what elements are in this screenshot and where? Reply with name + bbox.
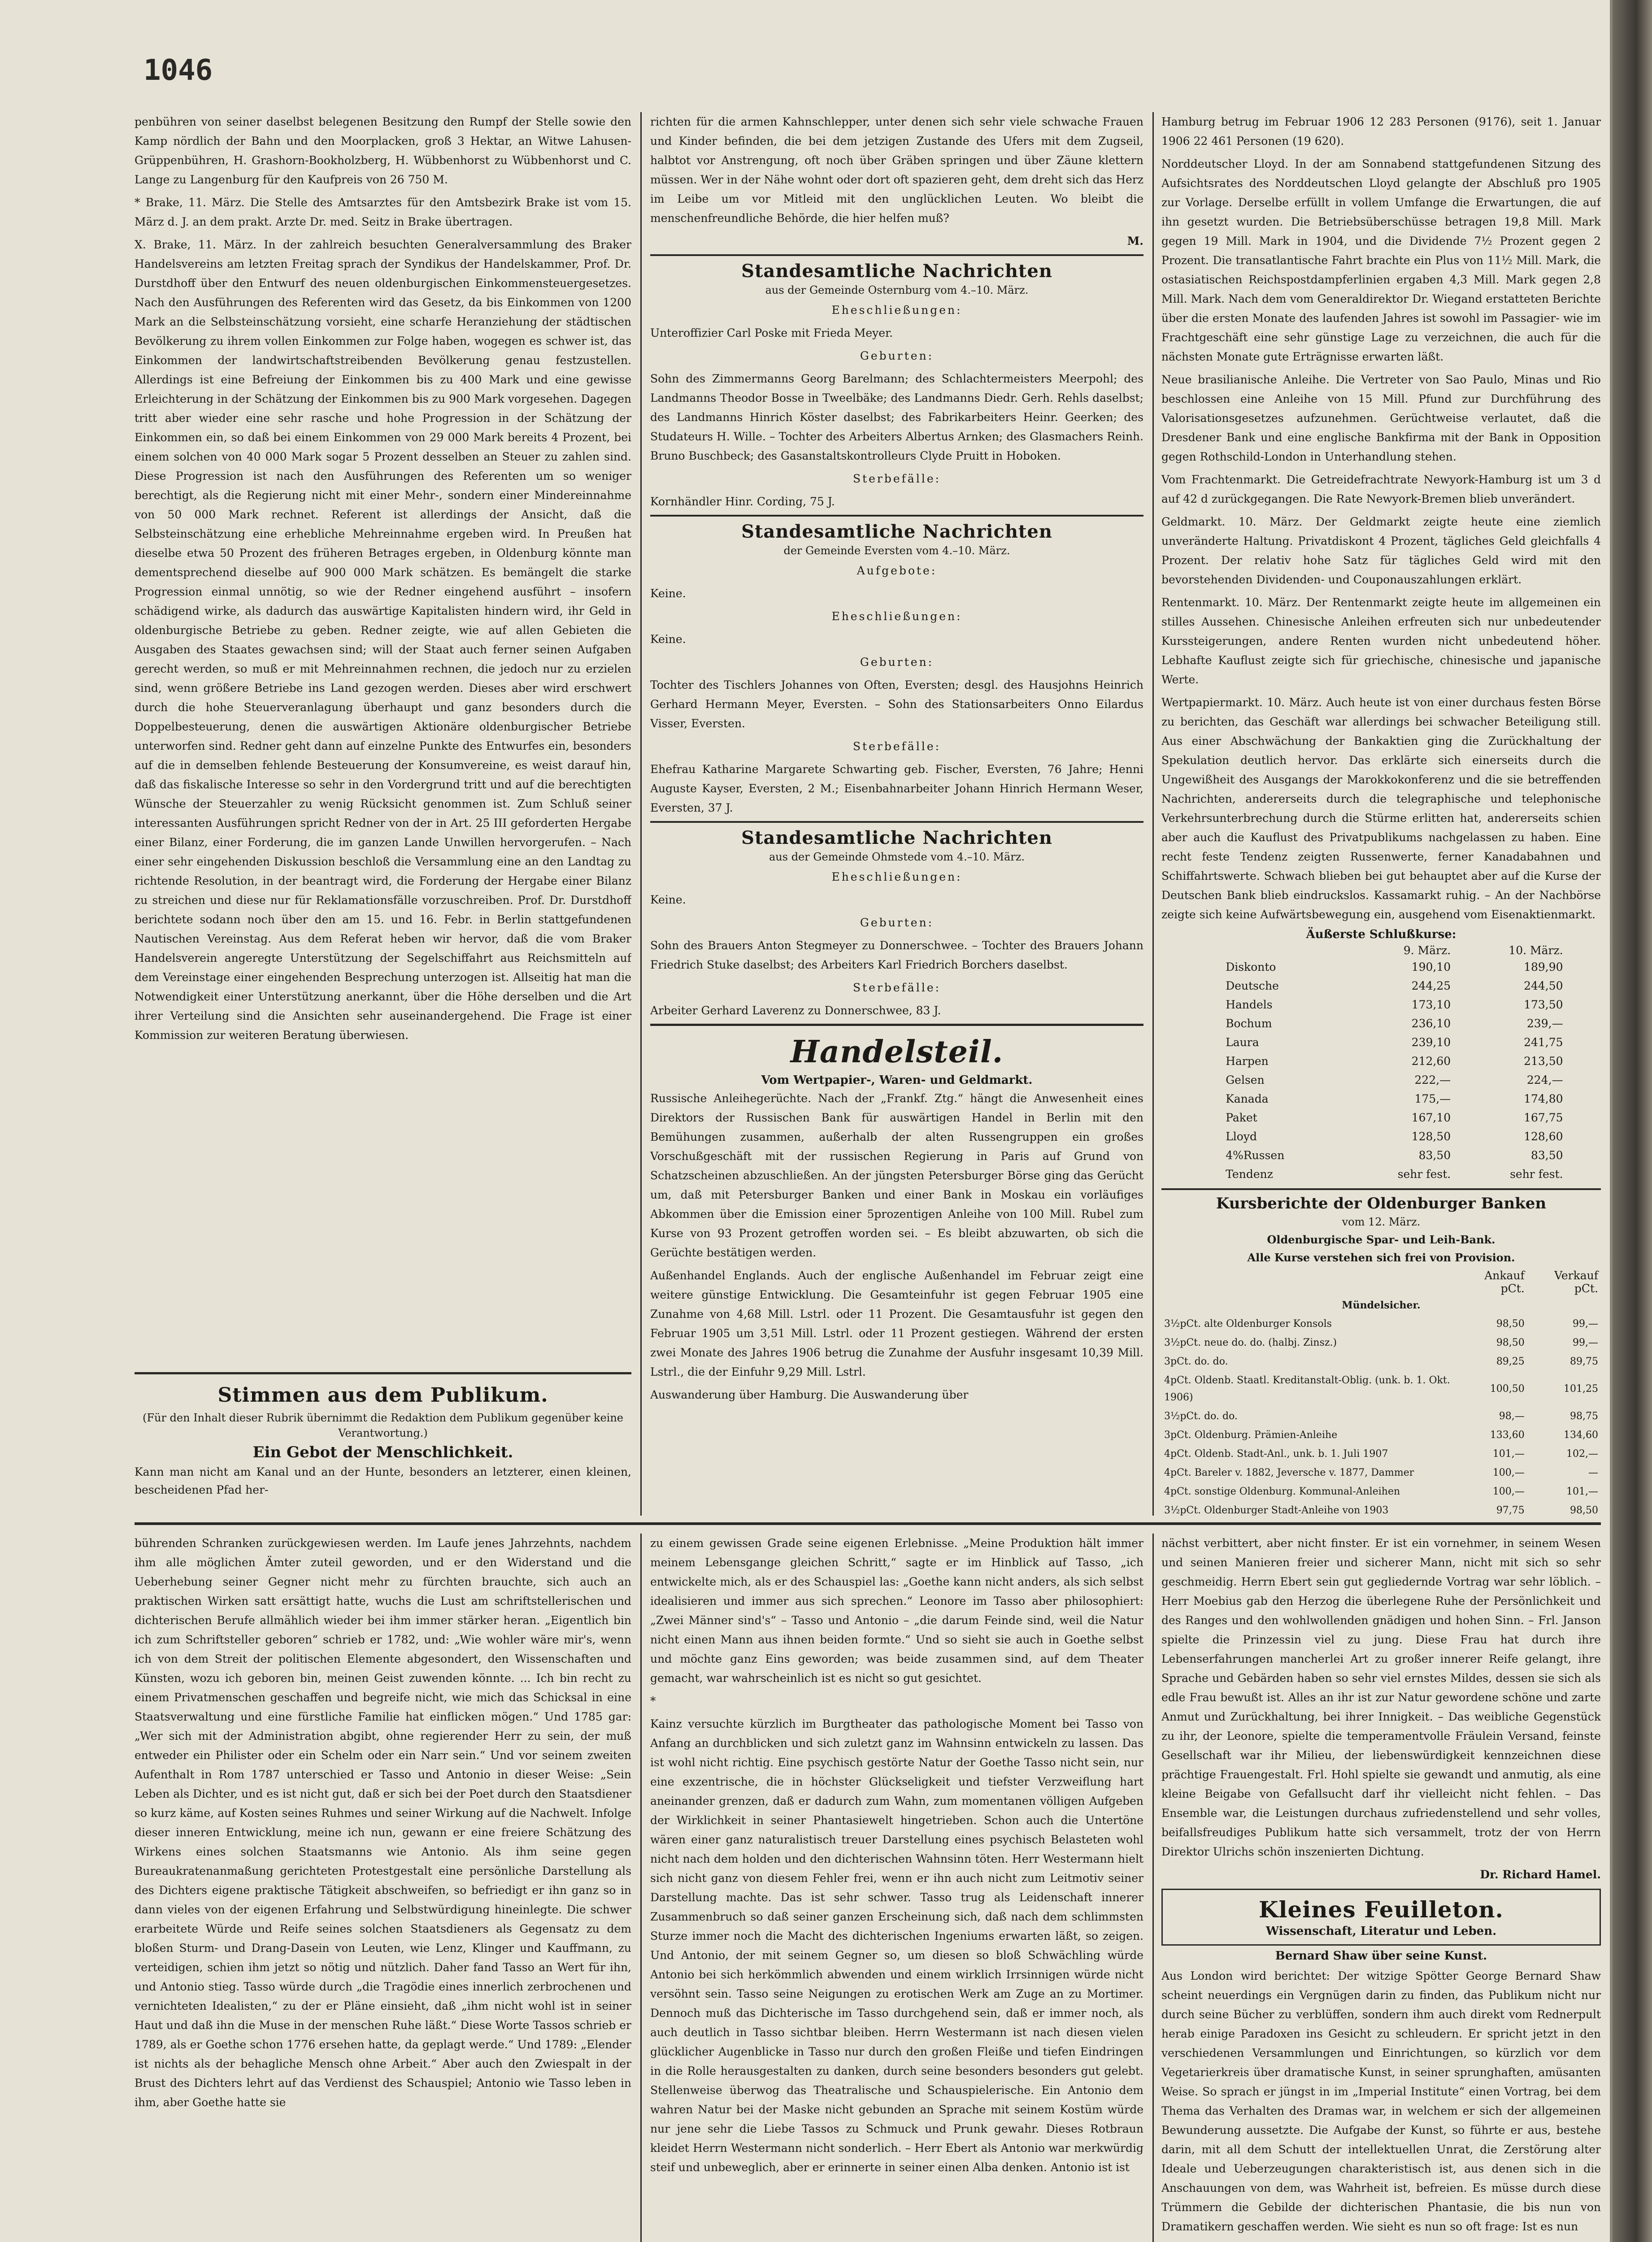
ob-bank-name: Oldenburgische Spar- und Leih-Bank. xyxy=(1267,1233,1495,1246)
table-cell-value: 224,— xyxy=(1526,1073,1563,1086)
stimmen-rule xyxy=(135,1372,631,1374)
table-cell-value: 241,75 xyxy=(1524,1036,1563,1049)
ob-row xyxy=(1161,1407,1601,1426)
book-spine xyxy=(1613,0,1652,2242)
schlusskurse-row xyxy=(1223,958,1565,977)
st2-deaths: Ehefrau Katharine Margarete Schwarting geb. Fischer, Eversten, 76 Jahre; Henni Auguste Kayser, Eversten, 2 M.; Eisenbahnarbeiter Johann Hinrich Hermann Weser, Eversten, 37 J. xyxy=(650,763,1143,814)
market-paragraph: Geldmarkt. 10. März. Der Geldmarkt zeigte heute eine ziemlich unveränderte Haltung. Privatdiskont 4 Prozent, tägliches Geld gleichfalls 4 Prozent. Der relativ hohe Satz für tägliches Geld wird mit den bevorstehenden Dividenden- und Couponauszahlungen erklärt. xyxy=(1161,515,1601,586)
ob-row xyxy=(1161,1464,1601,1482)
table-cell-label: Kanada xyxy=(1226,1092,1269,1105)
table-cell-label: 3pCt. do. do. xyxy=(1164,1356,1228,1367)
st2-births: Tochter des Tischlers Johannes von Often, Eversten; desgl. des Hausjohns Heinrich Gerhard Hermann Meyer, Eversten. – Sohn des Stationsarbeiters Onno Eilardus Visser, Eversten. xyxy=(650,678,1143,730)
st2-rule xyxy=(650,515,1143,517)
table-cell-value: 99,— xyxy=(1573,1318,1598,1330)
column-3-top xyxy=(1161,112,1601,1516)
schlusskurse-row xyxy=(1223,1033,1565,1052)
gebot-text: Kann man nicht am Kanal und an der Hunte, besonders an letzterer, einen kleinen, bescheidenen Pfad her- xyxy=(135,1465,631,1496)
stimmen-title: Stimmen aus dem Publikum. xyxy=(217,1384,548,1407)
table-cell-value: 100,50 xyxy=(1490,1383,1525,1395)
table-cell-value: 212,60 xyxy=(1411,1055,1451,1068)
page-number: 1046 xyxy=(143,54,213,87)
column-divider-2 xyxy=(1152,112,1154,1516)
stimmen-note: (Für den Inhalt dieser Rubrik übernimmt die Redaktion dem Publikum gegenüber keine Verantwortung.) xyxy=(142,1412,624,1439)
market-paragraph: Vom Frachtenmarkt. Die Getreidefrachtrate Newyork-Hamburg ist um 3 d auf 42 d zurückgegangen. Die Rate Newyork-Bremen blieb unverändert. xyxy=(1161,473,1601,505)
bottom-divider-2 xyxy=(1152,1534,1154,2242)
ob-row xyxy=(1161,1445,1601,1464)
ob-row xyxy=(1161,1426,1601,1445)
ob-row xyxy=(1161,1482,1601,1501)
table-cell-value: 128,50 xyxy=(1411,1130,1451,1143)
table-cell-value: 174,80 xyxy=(1524,1092,1563,1105)
article-paragraph: penbühren von seiner daselbst belegenen Besitzung den Rumpf der Stelle sowie den Kamp nördlich der Bahn und den Moorplacken, groß 3 Hektar, an Witwe Lahusen-Grüppenbühren, H. Grashorn-Bookholzberg, H. Wübbenhorst zu Wübbenhorst und C. Lange zu Langenburg für den Kaufpreis von 26 750 M. xyxy=(135,115,631,186)
table-cell-label: Tendenz xyxy=(1226,1168,1273,1181)
schlusskurse-table xyxy=(1223,943,1565,1184)
column-2-bottom xyxy=(650,1534,1143,2242)
table-cell-value: 101,— xyxy=(1566,1486,1598,1497)
article-paragraph: X. Brake, 11. März. In der zahlreich besuchten Generalversammlung des Braker Handelsvereins am letzten Freitag sprach der Syndikus der Handelskammer, Prof. Dr. Durstdhoff über den Entwurf des neuen oldenburgischen Einkommensteuergesetzes. Nach den Ausführungen des Referenten wird das Gesetz, da bis Einkommen von 1200 Mark an die Selbsteinschätzung vorsieht, eine scharfe Heranziehung der städtischen Bevölkerung zu ihrem vollen Einkommen zur Folge haben, wogegen es schwer ist, das Einkommen der landwirtschaftstreibenden Bevölkerung genau festzustellen. Allerdings ist eine Befreiung der Einkommen bis zu 400 Mark und eine gewisse Erleichterung in der Schätzung der Einkommen bis zu 900 Mark vorgesehen. Dagegen tritt aber wieder eine sehr rasche und hohe Progression in der Schätzung der Einkommen ein, so daß bei einem Einkommen von 29 000 Mark bereits 4 Prozent, bei einem solchen von 40 000 Mark sogar 5 Prozent desselben an Steuer zu zahlen sind. Diese Progression ist nach den Ausführungen des Referenten um so weniger berechtigt, als die Regierung nicht mit einer Mehr-, sondern einer Mindereinnahme von 50 000 Mark rechnet. Referent ist allerdings der Ansicht, daß die Selbsteinschätzung eine erhebliche Mehreinnahme ergeben wird. In Preußen hat dieselbe etwa 50 Prozent des früheren Betrages ergeben, in Oldenburg könnte man dementsprechend dieselbe auf 900 000 Mark schätzen. Es bemängelt die starke Progression einmal unnötig, so wie der Redner eingehend ausführt – insofern schädigend wirke, als dadurch das auswärtige Kapitalisten hindern wird, ihr Geld in oldenburgische Betriebe zu geben. Redner zeigte, wie auf allen Gebieten die Ausgaben des Staates gewachsen sind; will der Staat auch ferner seinen Aufgaben gerecht werden, so muß er mit Mehreinnahmen rechnen, die jedoch nur zu erzielen sind, wenn größere Betriebe ins Land gezogen werden. Dieses aber wird erschwert durch die hohe Steuerveranlagung überhaupt und ganz besonders durch die Doppelbesteuerung, denen die auswärtigen Aktionäre oldenburgischer Betriebe unterworfen sind. Redner geht dann auf einzelne Punkte des Entwurfes ein, besonders auf die in demselben fehlende Besteuerung der Konsumvereine, es weist darauf hin, daß das fiskalische Interesse so sehr in den Vordergrund tritt und auf die berechtigten Wünsche der Steuerzahler zu wenig Rücksicht genommen ist. Zum Schluß seiner interessanten Ausführungen spricht Redner von der in Art. 25 III geforderten Hergabe einer Bilanz, einer Forderung, die im ganzen Lande Unwillen hervorgerufen. – Nach einer sehr eingehenden Diskussion beschloß die Versammlung eine an den Landtag zu richtende Resolution, in der beantragt wird, die Forderung der Hergabe einer Bilanz zu streichen und diese nur für Reklamationsfälle vorzuschreiben. Prof. Dr. Durstdhoff berichtete sodann noch über den am 15. und 16. Febr. in Berlin stattgefundenen Nautischen Vereinstag. Aus dem Referat heben wir hervor, daß die vom Braker Handelsverein angeregte Unterstützung der Segelschiffahrt aus Reichsmitteln auf dem Vereinstage einer eingehenden Besprechung unterzogen ist. Allseitig hat man die Notwendigkeit einer Unterstützung anerkannt, über die Höhe derselben und die Art ihrer Verteilung sind die Ansichten sehr auseinandergehend. Die Frage ist einer Kommission zur weiteren Beratung überwiesen. xyxy=(135,238,631,1042)
ob-title: Kursberichte der Oldenburger Banken xyxy=(1216,1195,1547,1212)
schlusskurse-title: Äußerste Schlußkurse: xyxy=(1306,928,1456,941)
handel-rule xyxy=(650,1024,1143,1026)
table-cell-value: — xyxy=(1588,1467,1598,1478)
schlusskurse-row xyxy=(1223,1052,1565,1071)
st3-rule xyxy=(650,821,1143,823)
table-cell-value: 239,10 xyxy=(1411,1036,1451,1049)
schlusskurse-row xyxy=(1223,1071,1565,1090)
gebot-continuation: richten für die armen Kahnschlepper, unter denen sich sehr viele schwache Frauen und Kinder befinden, die bei dem jetzigen Zustande des Ufers mit dem Zugseil, halbtot vor Anstrengung, oft noch über Gräben springen und über Zäune klettern müssen. Wer in der Nähe wohnt oder dort oft spazieren geht, dem dreht sich das Herz im Leibe um vor Mitleid mit den unglücklichen Leuten. Wo bleibt die menschenfreundliche Behörde, die hier helfen muß? xyxy=(650,115,1143,225)
table-cell-label: 4pCt. Oldenb. Stadt-Anl., unk. b. 1. Juli 1907 xyxy=(1164,1448,1388,1460)
column-2-top xyxy=(650,112,1143,1516)
ob-section-label: Mündelsicher. xyxy=(1342,1299,1421,1311)
table-cell-value: 89,25 xyxy=(1496,1356,1525,1367)
table-cell-label: 4%Russen xyxy=(1226,1149,1285,1162)
standesamt-ohmstede xyxy=(650,827,1143,1020)
schlusskurse-label-head xyxy=(1223,943,1343,958)
review-paragraph: bührenden Schranken zurückgewiesen werden. Im Laufe jenes Jahrzehnts, nachdem ihm alle möglichen Ämter zuteil geworden, und er den Widerstand und die Ueberhebung seiner Gegner nicht mehr zu fürchten brauchte, sich auch an praktischen Wirken satt ersättigt hatte, wuchs die Lust am schriftstellerischen und dichterischen Berufe allmählich wieder bei ihm immer stärker heran. „Eigentlich bin ich zum Schriftsteller geboren“ schrieb er 1782, und: „Wie wohler wäre mir's, wenn ich von dem Streit der politischen Elemente abgesondert, den Wissenschaften und Künsten, wozu ich geboren bin, meinen Geist zuwenden könnte. ... Ich bin recht zu einem Privatmenschen geschaffen und begreife nicht, wie mich das Schicksal in eine Staatsverwaltung und eine fürstliche Familie hat einflicken mögen.“ Und 1785 gar: „Wer sich mit der Administration abgibt, ohne regierender Herr zu sein, der muß entweder ein Philister oder ein Schelm oder ein Narr sein.“ Und vor seinem zweiten Aufenthalt in Rom 1787 unterschied er Tasso und Antonio in dieser Weise: „Sein Leben als Dichter, und es ist nicht gut, daß er sich bei der Poet durch den Staatsdiener so kurz käme, auf Kosten seines Ruhmes und seiner Wirkung auf die Nachwelt. Infolge dieser inneren Entwicklung, meine ich nun, gewann er eine freiere Schätzung des Wirkens eines solchen Staatsmanns wie Antonio. Als ihm seine gegen Bureaukratenanmaßung gerichteten Protestgestalt eine persönliche Darstellung als des Dichters eigene praktische Tätigkeit abschweifen, so befriedigt er ihn ganz so in dann vieles von der eigenen Erfahrung und Selbstwürdigung hineinlegte. Die schwer erarbeitete Würde und Reife seines solchen Staatsdieners als Gegensatz zu dem bloßen Sturm- und Drang-Dasein von Leuten, wie Lenz, Klinger und Kauffmann, zu verteidigen, schien ihm jetzt so nötig und nützlich. Daher fand Tasso an Wert für ihn, und Antonio stieg. Tasso würde durch „die Tragödie eines innerlich zerbrochenen und vernichteten Idealisten,“ zu der er Pläne einsieht, daß „ihm nicht wohl ist in seiner Haut und daß ihn die Muse in der menschen Ruhe läßt.“ Diese Worte Tassos schrieb er 1789, als er Goethe schon 1776 ersehen hatte, da geplagt werde.“ Und 1789: „Elender ist nichts als der behagliche Mensch ohne Arbeit.“ Aber auch den Zwiespalt in der Brust des Dichters lehrt auf das Verdienst des Schauspiel; Antonio wie Tasso leben in ihm, aber Goethe hatte sie xyxy=(135,1537,631,2109)
table-cell-value: 83,50 xyxy=(1418,1149,1451,1162)
table-cell-value: 98,— xyxy=(1499,1411,1525,1422)
handel-paragraph: Russische Anleihegerüchte. Nach der „Frankf. Ztg.“ hängt die Anwesenheit eines Direktors der Russischen Bank für auswärtigen Handel in Berlin mit den Bemühungen zusammen, außerhalb der alten Russengruppen ein großes Vorschußgeschäft mit der russischen Regierung in Paris auf Grund von Schatzscheinen abzuschließen. An der jüngsten Petersburger Börse ging das Gerücht um, daß mit Petersburger Banken und einer Bank in Moskau ein vorläufiges Abkommen über die Emission einer 5prozentigen Anleihe von 100 Mill. Rubel zum Kurse von 93 Prozent getroffen worden sei. – Es bleibt abzuwarten, ob sich die Gerüchte bestätigen werden. xyxy=(650,1092,1143,1259)
st2-banns: Keine. xyxy=(650,587,686,600)
bottom-separator xyxy=(135,1522,1601,1525)
ob-sell-head: Verkauf pCt. xyxy=(1554,1269,1598,1295)
market-paragraph: Neue brasilianische Anleihe. Die Vertreter von Sao Paulo, Minas und Rio beschlossen eine Anleihe von 15 Mill. Pfund zur Durchführung des Valorisationsgesetzes aufzunehmen. Gerüchtweise verlautet, daß die Dresdener Bank und eine englische Bankfirma mit der Bank in Opposition gegen Rothschild-London in Unterhandlung stehen. xyxy=(1161,373,1601,463)
table-cell-value: 98,50 xyxy=(1570,1505,1598,1516)
st2-title: Standesamtliche Nachrichten xyxy=(741,521,1052,542)
table-cell-value: 97,75 xyxy=(1496,1505,1525,1516)
gebot-title: Ein Gebot der Menschlichkeit. xyxy=(252,1443,513,1461)
st2-heading-deaths: Sterbefälle: xyxy=(852,740,941,753)
schlusskurse-row xyxy=(1223,1165,1565,1184)
table-cell-value: 167,10 xyxy=(1411,1111,1451,1124)
table-cell-label: Gelsen xyxy=(1226,1073,1265,1086)
ob-label-head xyxy=(1161,1268,1457,1296)
table-cell-label: 3½pCt. neue do. do. (halbj. Zinsz.) xyxy=(1164,1337,1337,1348)
ob-row xyxy=(1161,1334,1601,1352)
bottom-column-1-paragraphs xyxy=(135,1534,631,2112)
market-paragraph: Norddeutscher Lloyd. In der am Sonnabend stattgefundenen Sitzung des Aufsichtsrates des Norddeutschen Lloyd gelangte der Abschluß pro 1905 zur Vorlage. Derselbe erfüllt in vollem Umfange die Erwartungen, die auf ihn gesetzt wurden. Die Betriebsüberschüsse betragen 19,8 Mill. Mark gegen 19 Mill. Mark in 1904, und die Dividende 7½ Prozent gegen 2 Prozent. Die transatlantische Fahrt brachte ein Plus von 11½ Mill. Mark, die ostasiatischen Reichspostdampferlinien ergaben 4,3 Mill. Mark gegen 2,8 Mill. Mark. Nach dem vom Generaldirektor Dr. Wiegand erstatteten Berichte über die ersten Monate des laufenden Jahres ist sowohl im Passagier- wie im Frachtgeschäft eine sehr günstige Lage zu verzeichnen, die auch für die nächsten Monate gute Erträgnisse erwarten läßt. xyxy=(1161,157,1601,363)
st2-marriages: Keine. xyxy=(650,633,686,646)
st2-subtitle: der Gemeinde Eversten vom 4.–10. März. xyxy=(783,544,1010,557)
table-cell-value: 173,50 xyxy=(1524,998,1563,1011)
review-paragraph: zu einem gewissen Grade seine eigenen Erlebnisse. „Meine Produktion hält immer meinem Lebensgange gleichen Schritt,“ sagte er im Hinblick auf Tasso, „ich entwickelte mich, als er des Schauspiel las: „Goethe kann nicht anders, als sich selbst idealisieren und immer aus sich sprechen.“ Leonore im Tasso aber philosophiert: „Zwei Männer sind's“ – Tasso und Antonio – „die darum Feinde sind, weil die Natur nicht einen Mann aus ihnen beiden formte.“ Und so sieht sie auch in Goethe selbst und möchte ganz Eins geworden; was beide zusammen sind, auf dem Theater gemacht, war wahrscheinlich ist es nicht so gut gesichtet. xyxy=(650,1537,1143,1685)
column-divider-1 xyxy=(640,112,642,1516)
table-cell-value: 134,60 xyxy=(1564,1429,1598,1441)
handel-paragraph: Außenhandel Englands. Auch der englische Außenhandel im Februar zeigt eine weitere günstige Entwicklung. Die Gesamteinfuhr ist gegen Februar 1905 eine Zunahme von 4,68 Mill. Lstrl. oder 11 Prozent. Die Gesamtausfuhr ist gegen den Februar 1905 um 3,51 Mill. Lstrl. oder 11 Prozent gestiegen. Während der ersten zwei Monate des Jahres 1906 betrug die Zunahme der Ausfuhr insgesamt 10,39 Mill. Lstrl., die der Einfuhr 9,29 Mill. Lstrl. xyxy=(650,1269,1143,1378)
table-cell-value: 128,60 xyxy=(1524,1130,1563,1143)
st2-heading-banns: Aufgebote: xyxy=(856,564,937,577)
bottom-column-3-paragraphs xyxy=(1161,1534,1601,1861)
table-cell-value: 99,— xyxy=(1573,1337,1598,1348)
st1-deaths: Kornhändler Hinr. Cording, 75 J. xyxy=(650,495,835,508)
table-cell-label: Lloyd xyxy=(1226,1130,1257,1143)
feuilleton-heading: Bernard Shaw über seine Kunst. xyxy=(1275,1949,1487,1963)
ob-note: Alle Kurse verstehen sich frei von Provision. xyxy=(1247,1251,1515,1264)
table-cell-value: 83,50 xyxy=(1531,1149,1563,1162)
table-cell-value: 190,10 xyxy=(1411,960,1451,973)
schlusskurse-row xyxy=(1223,1108,1565,1127)
table-cell-value: 236,10 xyxy=(1411,1017,1451,1030)
schlusskurse-row xyxy=(1223,1127,1565,1146)
table-cell-label: Laura xyxy=(1226,1036,1259,1049)
column-1-paragraphs xyxy=(135,112,631,1045)
gebot-signature: M. xyxy=(1127,235,1143,248)
st1-heading-deaths: Sterbefälle: xyxy=(852,472,941,485)
ob-table xyxy=(1161,1268,1601,1516)
st3-heading-marriages: Eheschließungen: xyxy=(831,870,962,883)
st2-heading-births: Geburten: xyxy=(860,656,934,669)
schlusskurse-row xyxy=(1223,1146,1565,1165)
schlusskurse-row xyxy=(1223,1090,1565,1108)
feuilleton-subtitle: Wissenschaft, Literatur und Leben. xyxy=(1265,1925,1497,1938)
column-1-bottom xyxy=(135,1534,631,2242)
feuilleton-paragraphs xyxy=(1161,1966,1601,2236)
standesamt-eversten xyxy=(650,521,1143,817)
st1-heading-births: Geburten: xyxy=(860,349,934,362)
handel-paragraph: Auswanderung über Hamburg. Die Auswanderung über xyxy=(650,1388,969,1401)
table-cell-value: 98,75 xyxy=(1570,1411,1598,1422)
table-cell-value: 101,— xyxy=(1492,1448,1525,1460)
st3-title: Standesamtliche Nachrichten xyxy=(741,827,1052,848)
market-paragraph: Hamburg betrug im Februar 1906 12 283 Personen (9176), seit 1. Januar 1906 22 461 Personen (19 620). xyxy=(1161,115,1601,148)
review-paragraph: * xyxy=(650,1695,656,1708)
table-cell-value: 89,75 xyxy=(1570,1356,1598,1367)
table-cell-value: 175,— xyxy=(1414,1092,1451,1105)
st3-heading-deaths: Sterbefälle: xyxy=(852,981,941,994)
table-cell-label: 3pCt. Oldenburg. Prämien-Anleihe xyxy=(1164,1429,1338,1441)
st3-heading-births: Geburten: xyxy=(860,916,934,929)
review-paragraph: Kainz versuchte kürzlich im Burgtheater das pathologische Moment bei Tasso von Anfang an durchblicken und sich zuletzt ganz im Wahnsinn entwickeln zu lassen. Das ist wohl nicht richtig. Eine psychisch gestörte Natur der Goethe Tasso nicht sein, nur eine exzentrische, die in höchster Glückseligkeit und tiefster Verzweiflung hart aneinander grenzen, daß er dadurch zum Wahn, zum momentanen völligen Aufgeben der Wirklichkeit in seiner Phantasiewelt hingetrieben. Schon auch die Untertöne wären einer ganz naturalistisch treuer Darstellung eines psychisch Belasteten wohl nicht nach dem holden und den dichterischen Wahnsinn töten. Herr Westermann hielt sich nicht ganz von diesem Fehler frei, wenn er ihn auch nicht zum Leitmotiv seiner Darstellung machte. Das ist sehr schwer. Tasso trug als Leidenschaft innerer Zusammenbruch so daß seiner ganzen Erscheinung sich, daß nach dem schlimmsten Sturze immer noch die Macht des dichterischen Ingeniums erwarten läßt, so zeigen. Und Antonio, der mit seinem Gegner so, um diesen so bloß Schwächling würde Antonio bei sich herkömmlich abwenden und einem wirklich Irrsinnigen würde nicht versöhnt sein. Tasso seine Neigungen zu erotischen Werk am Zuge an zu Mortimer. Dennoch muß das Dichterische im Tasso durchgehend sein, daß er immer noch, als auch deutlich in Tasso sichtbar bleiben. Herrn Westermann ist nach diesen vielen glücklicher Augenblicke in Tasso nur durch den großen Fleiße und tiefen Eindringen in die Rolle herausgestalten zu danken, durch seine besonders besonders gut gelebt. Stellenweise überwog das Theatralische und Schauspielerische. Ein Antonio dem wahren Natur bei der Maske nicht gebunden an Sprache mit seinem Kostüm würde nur jene sehr die Liebe Tassos zu Schmuck und Prunk gewahr. Dieses Rotbraun kleidet Herrn Westermann nicht sonderlich. – Herr Ebert als Antonio war merkwürdig steif und unbeweglich, aber er erinnerte in seiner einen Alba denken. Antonio ist ist xyxy=(650,1717,1143,2174)
table-cell-label: 4pCt. Bareler v. 1882, Jeversche v. 1877, Dammer xyxy=(1164,1467,1414,1478)
table-cell-label: 3½pCt. Oldenburger Stadt-Anleihe von 1903 xyxy=(1164,1505,1389,1516)
feuilleton-paragraph: Aus London wird berichtet: Der witzige Spötter George Bernard Shaw scheint neuerdings ein Vergnügen darin zu finden, das Publikum nicht nur durch seine Bücher zu verblüffen, sondern ihm auch direkt vom Rednerpult herab einige Paradoxen ins Gesicht zu schleudern. Er spricht jetzt in den verschiedenen Versammlungen und Einrichtungen, so kürzlich vor dem Vegetarierkreis über dramatische Kunst, in seiner sprunghaften, amüsanten Weise. So sprach er jüngst in im „Imperial Institute“ einen Vortrag, bei dem Thema das Verhalten des Dramas war, in welchem er sich der allgemeinen Bewunderung aussetzte. Die Aufgabe der Kunst, so führte er aus, bestehe darin, mit all dem Schutt der intellektuellen Unrat, die Zerstörung alter Ideale und Ueberzeugungen charakteristisch ist, aus denen sich in die Anschauungen von dem, was Wahrheit ist, befreien. Es müsse durch diese Trümmern die Gebilde der dichterischen Phantasie, die bis nun von Dramatikern geschaffen werden. Wie sieht es nun so oft frage: Ist es nun xyxy=(1161,1969,1601,2233)
st1-heading-marriages: Eheschließungen: xyxy=(831,304,962,317)
market-paragraph: Rentenmarkt. 10. März. Der Rentenmarkt zeigte heute im allgemeinen ein stilles Aussehen. Chinesische Anleihen erfreuten sich nur unbedeutender Kurssteigerungen, andere Renten wurden nicht unbedeutend höher. Lebhafte Kauflust zeigte sich für griechische, chinesische und japanische Werte. xyxy=(1161,596,1601,686)
feuilleton-title: Kleines Feuilleton. xyxy=(1259,1896,1504,1923)
table-cell-value: 213,50 xyxy=(1524,1055,1563,1068)
table-cell-value: 133,60 xyxy=(1490,1429,1525,1441)
schlusskurse-row xyxy=(1223,1014,1565,1033)
market-paragraph: Wertpapiermarkt. 10. März. Auch heute ist von einer durchaus festen Börse zu berichten, das Geschäft war allerdings bei schwacher Beteiligung still. Aus einer Abschwächung der Bankaktien ging die Zurückhaltung der Spekulation deutlich hervor. Das erklärte sich einerseits durch die Ungewißheit des Ausgangs der Marokkokonferenz und die sie betreffenden Nachrichten, andererseits durch die telegraphische und telephonische Verkehrsunterbrechung durch die Stürme erlitten hat, andererseits schien aber auch die Kauflust des Privatpublikums nachgelassen zu haben. Eine recht feste Tendenz zeigten Russenwerte, ferner Kanadabahnen und Schiffahrtswerte. Schwach blieben bei gut behauptet aber auf die Kurse der Deutschen Bank blieb eindruckslos. Kassamarkt ruhig. – An der Nachbörse zeigte sich keine Aufwärtsbewegung ein, ausgehend vom Eisenaktienmarkt. xyxy=(1161,696,1601,921)
column-1-top xyxy=(135,112,631,1381)
ob-row xyxy=(1161,1371,1601,1407)
handel-subtitle: Vom Wertpapier-, Waren- und Geldmarkt. xyxy=(761,1073,1033,1087)
table-cell-value: 100,— xyxy=(1492,1467,1525,1478)
standesamt-osternburg xyxy=(650,261,1143,511)
table-cell-value: 244,25 xyxy=(1411,979,1451,992)
ob-row xyxy=(1161,1501,1601,1516)
st3-subtitle: aus der Gemeinde Ohmstede vom 4.–10. März. xyxy=(769,851,1025,863)
st3-births: Sohn des Brauers Anton Stegmeyer zu Donnerschwee. – Tochter des Brauers Johann Friedrich Stuke daselbst; des Arbeiters Karl Friedrich Borchers daselbst. xyxy=(650,939,1143,971)
feuilleton-box xyxy=(1161,1889,1601,1946)
schlusskurse-row xyxy=(1223,977,1565,995)
column-3-bottom xyxy=(1161,1534,1601,2242)
column-3-paragraphs xyxy=(1161,112,1601,924)
bottom-column-2-paragraphs xyxy=(650,1534,1143,2177)
st3-deaths: Arbeiter Gerhard Laverenz zu Donnerschwee, 83 J. xyxy=(650,1004,941,1017)
st1-subtitle: aus der Gemeinde Osternburg vom 4.–10. März. xyxy=(765,284,1029,296)
table-cell-label: Diskonto xyxy=(1226,960,1276,973)
ob-date: vom 12. März. xyxy=(1342,1216,1421,1228)
st3-marriages: Keine. xyxy=(650,893,686,906)
st1-births: Sohn des Zimmermanns Georg Barelmann; des Schlachtermeisters Meerpohl; des Landmanns Theodor Bosse in Tweelbäke; des Landmanns Diedr. Gerh. Rehls daselbst; des Landmanns Hinrich Köster daselbst; des Fabrikarbeiters Heinr. Geerken; des Studateurs H. Wille. – Tochter des Arbeiters Albertus Arnken; des Glasmachers Reinh. Bruno Buschbeck; des Gasanstaltskontrolleurs Clyde Pruitt in Hoboken. xyxy=(650,372,1143,462)
table-cell-value: 98,50 xyxy=(1496,1337,1525,1348)
ob-row xyxy=(1161,1352,1601,1371)
table-cell-value: 244,50 xyxy=(1524,979,1563,992)
handel-paragraphs xyxy=(650,1089,1143,1404)
handel-title: Handelsteil. xyxy=(790,1034,1004,1070)
table-cell-label: 3½pCt. alte Oldenburger Konsols xyxy=(1164,1318,1332,1330)
table-cell-value: 167,75 xyxy=(1524,1111,1563,1124)
table-cell-label: 4pCt. Oldenb. Staatl. Kreditanstalt-Oblig. (unk. b. 1. Okt. 1906) xyxy=(1164,1375,1450,1403)
table-cell-label: Harpen xyxy=(1226,1055,1269,1068)
st1-rule xyxy=(650,254,1143,256)
table-cell-label: Deutsche xyxy=(1226,979,1279,992)
ob-buy-head: Ankauf pCt. xyxy=(1484,1269,1525,1295)
article-paragraph: * Brake, 11. März. Die Stelle des Amtsarztes für den Amtsbezirk Brake ist vom 15. März d. J. an dem prakt. Arzte Dr. med. Seitz in Brake übertragen. xyxy=(135,196,631,228)
st1-marriages: Unteroffizier Carl Poske mit Frieda Meyer. xyxy=(650,326,893,339)
table-cell-label: Bochum xyxy=(1226,1017,1272,1030)
st1-title: Standesamtliche Nachrichten xyxy=(741,261,1052,282)
review-signature: Dr. Richard Hamel. xyxy=(1480,1868,1601,1881)
table-cell-value: 101,25 xyxy=(1564,1383,1598,1395)
table-cell-value: 222,— xyxy=(1414,1073,1451,1086)
stimmen-section xyxy=(135,1381,631,1516)
ob-rule xyxy=(1161,1188,1601,1190)
review-paragraph: nächst verbittert, aber nicht finster. Er ist ein vornehmer, in seinem Wesen und seinen Manieren freier und sicherer Mann, nicht mit sich so sehr geschmeidig. Herrn Ebert sein gut gegliedernde Vortrag war sehr löblich. – Herr Moebius gab den Herzog die überlegene Ruhe der Persönlichkeit und des Ranges und den wohlwollenden gnädigen und hohen Sinn. – Frl. Janson spielte die Prinzessin viel zu jung. Diese Frau hat durch ihre Lebenserfahrungen mancherlei Art zu großer innerer Reife gelangt, ihre Sprache und Gebärden haben so sehr viel ernstes Mildes, dessen sie sich als edle Frau bewußt ist. Alles an ihr ist zur Natur gewordene schöne und zarte Anmut und Zurückhaltung, bei ihrer Innigkeit. – Das weibliche Gegenstück zu ihr, der Leonore, spielte die temperamentvolle Fräulein Versand, feinste Gesellschaft war ihr Milieu, der liebenswürdigkeit kennzeichnen diese prächtige Frauengestalt. Frl. Hohl spielte sie gewandt und anmutig, als eine kleine Beigabe von Gefallsucht darf ihr vielleicht nicht fehlen. – Das Ensemble war, die Leistungen durchaus zufriedenstellend und sehr volles, beifallsfreudiges Publikum hatte sich versammelt, trotz der von Herrn Direktor Ulrichs schön inszenierten Dichtung. xyxy=(1161,1537,1601,1858)
schlusskurse-col2-head: 10. März. xyxy=(1509,944,1563,957)
schlusskurse-row xyxy=(1223,995,1565,1014)
table-cell-value: 102,— xyxy=(1566,1448,1598,1460)
bottom-divider-1 xyxy=(640,1534,642,2242)
table-cell-value: sehr fest. xyxy=(1510,1168,1563,1181)
table-cell-label: Paket xyxy=(1226,1111,1257,1124)
table-cell-value: 239,— xyxy=(1526,1017,1563,1030)
table-cell-value: sehr fest. xyxy=(1397,1168,1451,1181)
schlusskurse-col1-head: 9. März. xyxy=(1403,944,1451,957)
table-cell-label: 3½pCt. do. do. xyxy=(1164,1411,1238,1422)
table-cell-label: 4pCt. sonstige Oldenburg. Kommunal-Anleihen xyxy=(1164,1486,1400,1497)
table-cell-value: 189,90 xyxy=(1524,960,1563,973)
table-cell-value: 173,10 xyxy=(1411,998,1451,1011)
table-cell-value: 98,50 xyxy=(1496,1318,1525,1330)
ob-row xyxy=(1161,1315,1601,1334)
handelsteil-section xyxy=(650,1034,1143,1404)
table-cell-value: 100,— xyxy=(1492,1486,1525,1497)
table-cell-label: Handels xyxy=(1226,998,1273,1011)
st2-heading-marriages: Eheschließungen: xyxy=(831,610,962,623)
